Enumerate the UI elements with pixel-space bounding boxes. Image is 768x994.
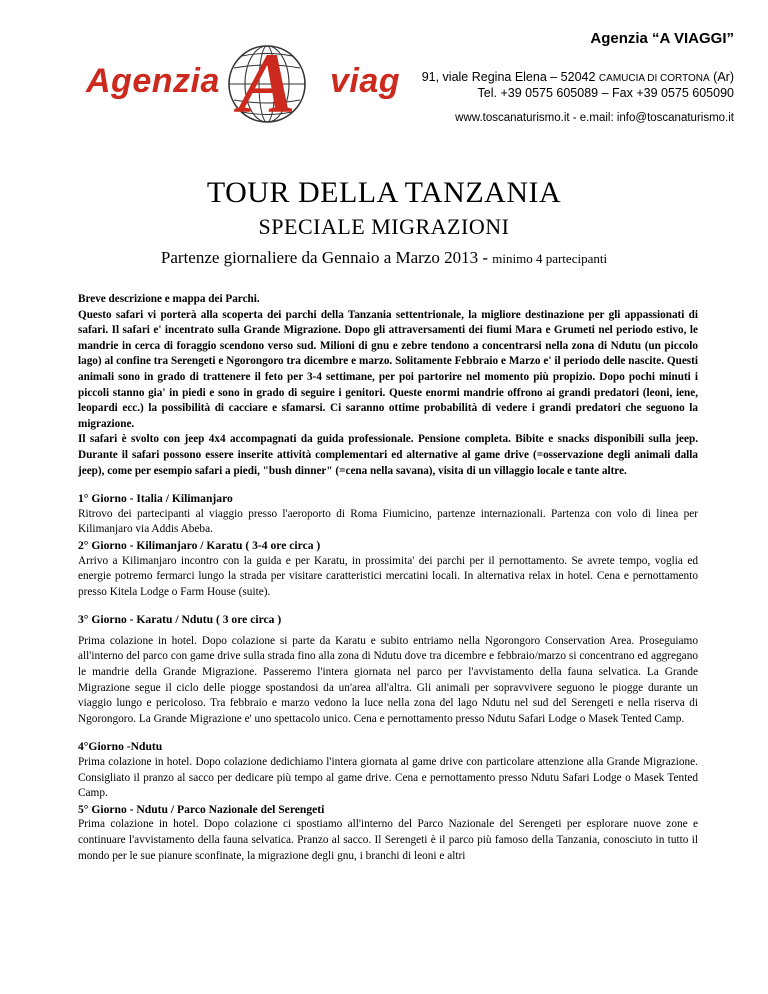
- letterhead: [72, 26, 740, 138]
- day-2-title: 2° Giorno - Kilimanjaro / Karatu ( 3-4 ore circa ): [78, 538, 321, 552]
- logo-letter: A: [238, 35, 296, 131]
- address-city: CAMUCIA DI CORTONA: [598, 73, 710, 84]
- day-5-title: 5° Giorno - Ndutu / Parco Nazionale del Serengeti: [78, 802, 325, 816]
- day-2-text: Arrivo a Kilimanjaro incontro con la guida e per Karatu, in prossimita' dei parchi per il pernottamento. Se avrete tempo, voglia ed energie potremo fermarci lungo la strada per visitare caratteristici mercatini locali. In alternativa relax in hotel. Cena e pernottamento presso Kitela Lodge o Farm House (suite).: [78, 554, 698, 598]
- day-3-title: 3° Giorno - Karatu / Ndutu ( 3 ore circa ): [78, 613, 282, 627]
- address-line-2: Tel. +39 0575 605089 – Fax +39 0575 605090: [477, 86, 734, 100]
- day-1-title: 1° Giorno - Italia / Kilimanjaro: [78, 492, 233, 506]
- day-1-text: Ritrovo dei partecipanti al viaggio presso l'aeroporto di Roma Fiumicino, partenze internazionali. Partenza con volo di linea per Kilimanjaro via Addis Abeba.: [78, 507, 698, 536]
- tour-title: TOUR DELLA TANZANIA: [206, 176, 562, 209]
- logo-word-right: viag: [330, 62, 401, 100]
- agency-logo: [84, 34, 434, 134]
- globe-icon: [212, 34, 322, 134]
- address-line-1: 91, viale Regina Elena – 52042 CAMUCIA DI CORTONA (Ar): [421, 70, 734, 84]
- min-participants: minimo 4 partecipanti: [492, 251, 608, 266]
- agency-name: Agenzia “A VIAGGI”: [590, 30, 734, 47]
- intro-paragraph: Questo safari vi porterà alla scoperta dei parchi della Tanzania settentrionale, la migliore destinazione per gli appassionati di safari. Il safari e' incentrato sulla Grande Migrazione. Dopo gli attraversamenti dei fiumi Mara e Grumeti nel periodo estivo, le mandrie in cerca di foraggio scendono verso sud. Milioni di gnu e zebre tendono a concentrarsi nella zona di Ndutu (un piccolo lago) al confine tra Serengeti e Ngorongoro tra dicembre e marzo. Solitamente Febbraio e Marzo e' il periodo delle nascite. Questi animali sono in grado di trattenere il feto per 3-4 settimane, per poi partorire nel momento più propizio. Dopo pochi minuti i piccoli stanno gia' in piedi e sono in grado di seguire i genitori. Queste enormi mandrie offrono ai grandi predatori (leoni, iene, leopardi ecc.) la possibilità di cacciare e sfamarsi. Ci saranno ottime probabilità di vedere i grandi predatori che seguono la migrazione.: [78, 308, 698, 430]
- day-4-text: Prima colazione in hotel. Dopo colazione dedichiamo l'intera giornata al game drive con particolare attenzione alla Grande Migrazione. Consigliato il pranzo al sacco per dedicare più tempo al game drive. Cena e pernottamento presso Ndutu Safari Lodge o Masek Tented Camp.: [78, 756, 698, 800]
- tour-subtitle: SPECIALE MIGRAZIONI: [258, 214, 510, 239]
- day-4-title: 4°Giorno -Ndutu: [78, 740, 163, 754]
- web-email-line: www.toscanaturismo.it - e.mail: info@toscanaturismo.it: [455, 112, 734, 124]
- day-5-text: Prima colazione in hotel. Dopo colazione ci spostiamo all'interno del Parco Nazionale del Serengeti per esplorare nuove zone e continuare l'avvistamento della fauna selvatica. Pranzo al sacco. Il Serengeti è il parco più famoso della Tanzania, conosciuto in tutto il mondo per le sue pianure sconfinate, la migrazione degli gnu, i branchi di leoni e altri: [78, 818, 698, 862]
- intro-section: [78, 292, 698, 479]
- logo-word-left: Agenzia: [86, 62, 220, 100]
- day-3-text: Prima colazione in hotel. Dopo colazione si parte da Karatu e subito entriamo nella Ngorongoro Conservation Area. Proseguiamo all'interno del parco con game drive sulla strada fino alla zona di Ndutu dove tra dicembre e febbraio/marzo si concentrano ed aggregano le mandrie della Grande Migrazione. Passeremo l'intera giornata nel parco per l'avvistamento della fauna selvatica. La Grande Migrazione segue il ciclo delle piogge spostandosi da un'area all'altra. Gli animali per sopravvivere seguono le piogge durante un viaggio lungo e pericoloso. Tra febbraio e marzo vedono la luce nella zona del lago Ndutu nel sud del Serengeti e nella riserva di Ngorongoro. La Grande Migrazione e' uno spettacolo unico. Cena e pernottamento presso Ndutu Safari Lodge o Masek Tented Camp.: [78, 634, 698, 725]
- intro-paragraph: Il safari è svolto con jeep 4x4 accompagnati da guida professionale. Pensione completa. Bibite e snacks disponibili sulla jeep. Durante il safari possono essere inserite attività complementari ed alternative al game drive (=osservazione degli animali dalla jeep), come per esempio safari a piedi, "bush dinner" (=cena nella savana), visita di un villaggio locale e tante altre.: [78, 433, 698, 477]
- departures-line: Partenze giornaliere da Gennaio a Marzo 2013 - minimo 4 partecipanti: [160, 248, 608, 267]
- tour-description: [78, 292, 698, 864]
- intro-paragraph: Breve descrizione e mappa dei Parchi.: [78, 293, 260, 305]
